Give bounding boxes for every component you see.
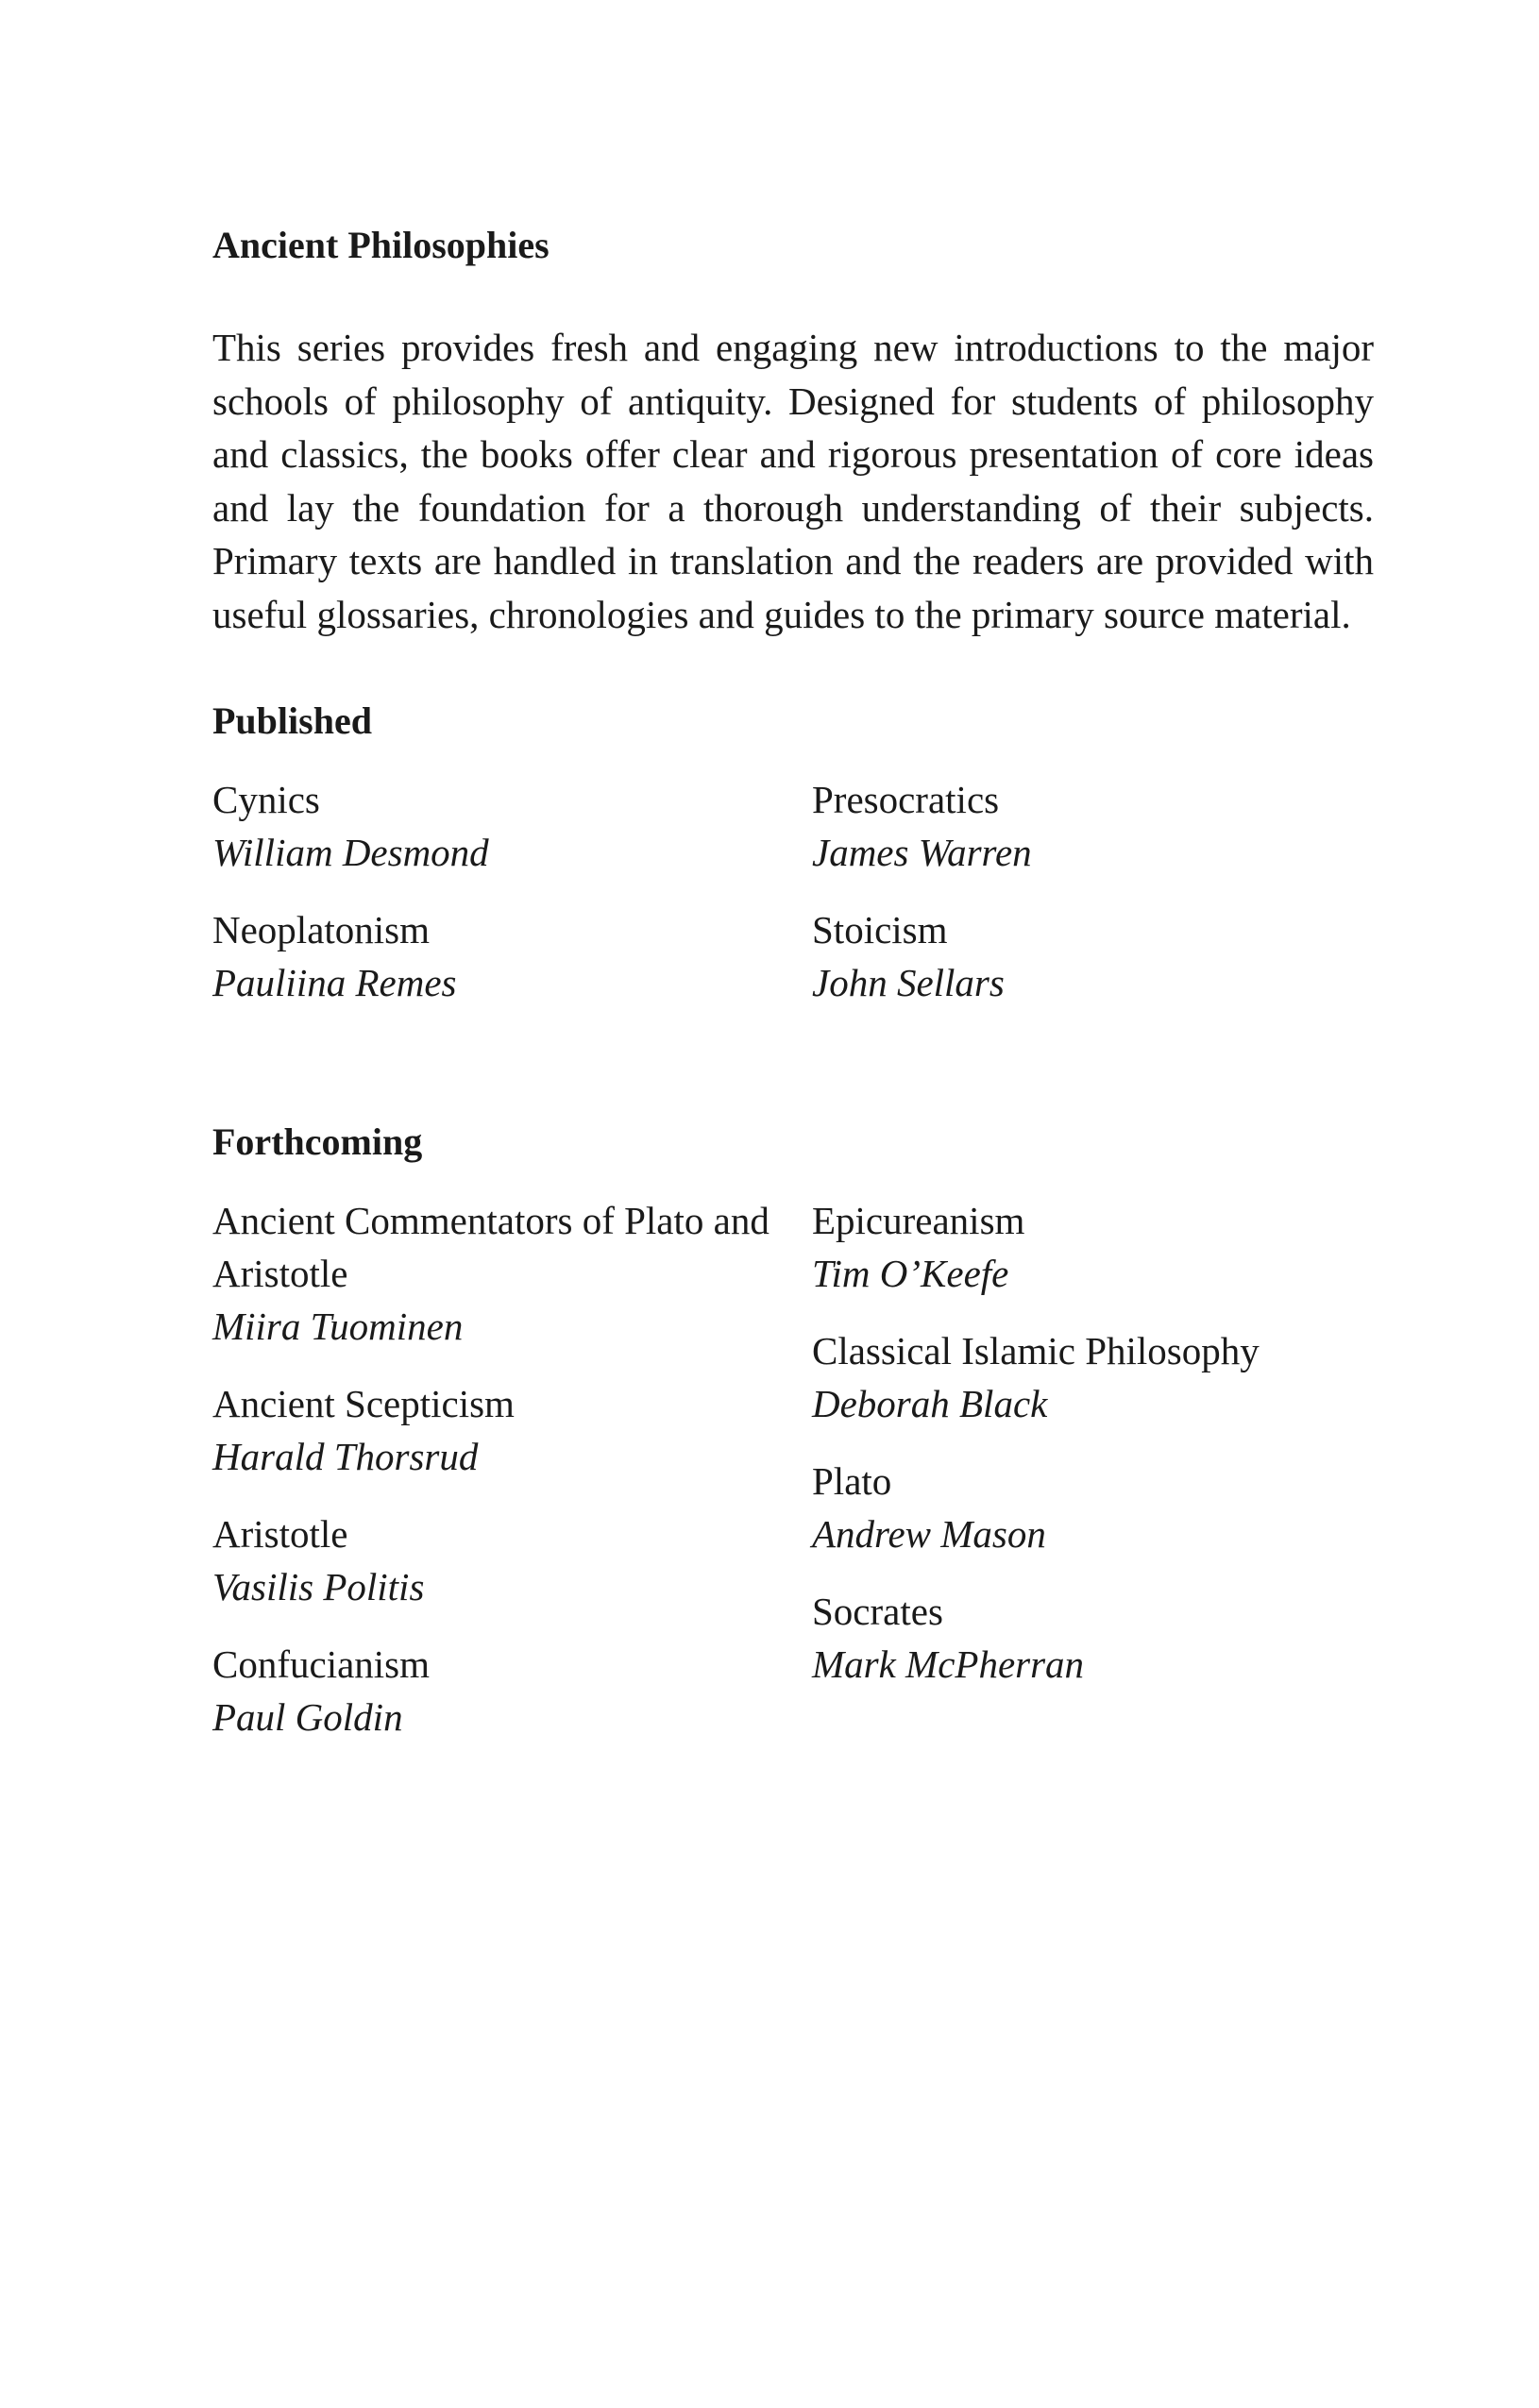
book-author: John Sellars bbox=[812, 961, 1005, 1004]
book-entry bbox=[212, 1194, 812, 1353]
book-entry bbox=[812, 1324, 1374, 1430]
forthcoming-left-column bbox=[212, 1194, 812, 1768]
book-entry bbox=[212, 903, 812, 1009]
book-author: Paul Goldin bbox=[212, 1695, 403, 1739]
book-title: Aristotle bbox=[212, 1512, 348, 1556]
book-author: Vasilis Politis bbox=[212, 1565, 425, 1608]
book-entry bbox=[212, 1377, 812, 1483]
book-title: Socrates bbox=[812, 1590, 943, 1633]
book-title: Ancient Scepticism bbox=[212, 1382, 515, 1425]
book-entry bbox=[812, 1585, 1374, 1691]
book-entry bbox=[812, 903, 1374, 1009]
series-title: Ancient Philosophies bbox=[212, 224, 550, 266]
book-author: James Warren bbox=[812, 831, 1032, 874]
book-title: Cynics bbox=[212, 778, 320, 821]
book-author: Miira Tuominen bbox=[212, 1305, 464, 1348]
book-title: Presocratics bbox=[812, 778, 1000, 821]
published-heading: Published bbox=[212, 699, 372, 742]
book-author: William Desmond bbox=[212, 831, 489, 874]
book-title: Neoplatonism bbox=[212, 908, 431, 951]
forthcoming-heading: Forthcoming bbox=[212, 1120, 423, 1163]
book-entry bbox=[212, 773, 812, 879]
book-title: Plato bbox=[812, 1459, 892, 1503]
published-list bbox=[212, 773, 1374, 1034]
book-title: Classical Islamic Philosophy bbox=[812, 1329, 1260, 1372]
book-entry bbox=[212, 1638, 812, 1743]
forthcoming-list bbox=[212, 1194, 1374, 1768]
series-description: This series provides fresh and engaging new introductions to the major schools of philosophy of antiquity. Designed for students of philosophy and classics, the books offer clear and rigorous presentation of core ideas and lay the foundation for a thorough understanding of their subjects. Primary texts are handled in translation and the readers are provided with useful glossaries, chronologies and guides to the primary source material. bbox=[212, 326, 1374, 636]
book-entry bbox=[212, 1507, 812, 1613]
book-entry bbox=[812, 773, 1374, 879]
book-author: Pauliina Remes bbox=[212, 961, 457, 1004]
published-right-column bbox=[812, 773, 1374, 1034]
book-entry bbox=[812, 1194, 1374, 1300]
book-author: Mark McPherran bbox=[812, 1642, 1085, 1686]
book-title: Ancient Commentators of Plato and Aristotle bbox=[212, 1199, 770, 1295]
book-title: Stoicism bbox=[812, 908, 948, 951]
book-author: Deborah Black bbox=[812, 1382, 1048, 1425]
book-author: Tim O’Keefe bbox=[812, 1252, 1009, 1295]
published-left-column bbox=[212, 773, 812, 1034]
book-title: Confucianism bbox=[212, 1642, 431, 1686]
book-author: Andrew Mason bbox=[812, 1512, 1046, 1556]
book-title: Epicureanism bbox=[812, 1199, 1025, 1242]
book-entry bbox=[812, 1455, 1374, 1560]
forthcoming-right-column bbox=[812, 1194, 1374, 1768]
book-author: Harald Thorsrud bbox=[212, 1435, 479, 1478]
series-page bbox=[212, 222, 1374, 1768]
